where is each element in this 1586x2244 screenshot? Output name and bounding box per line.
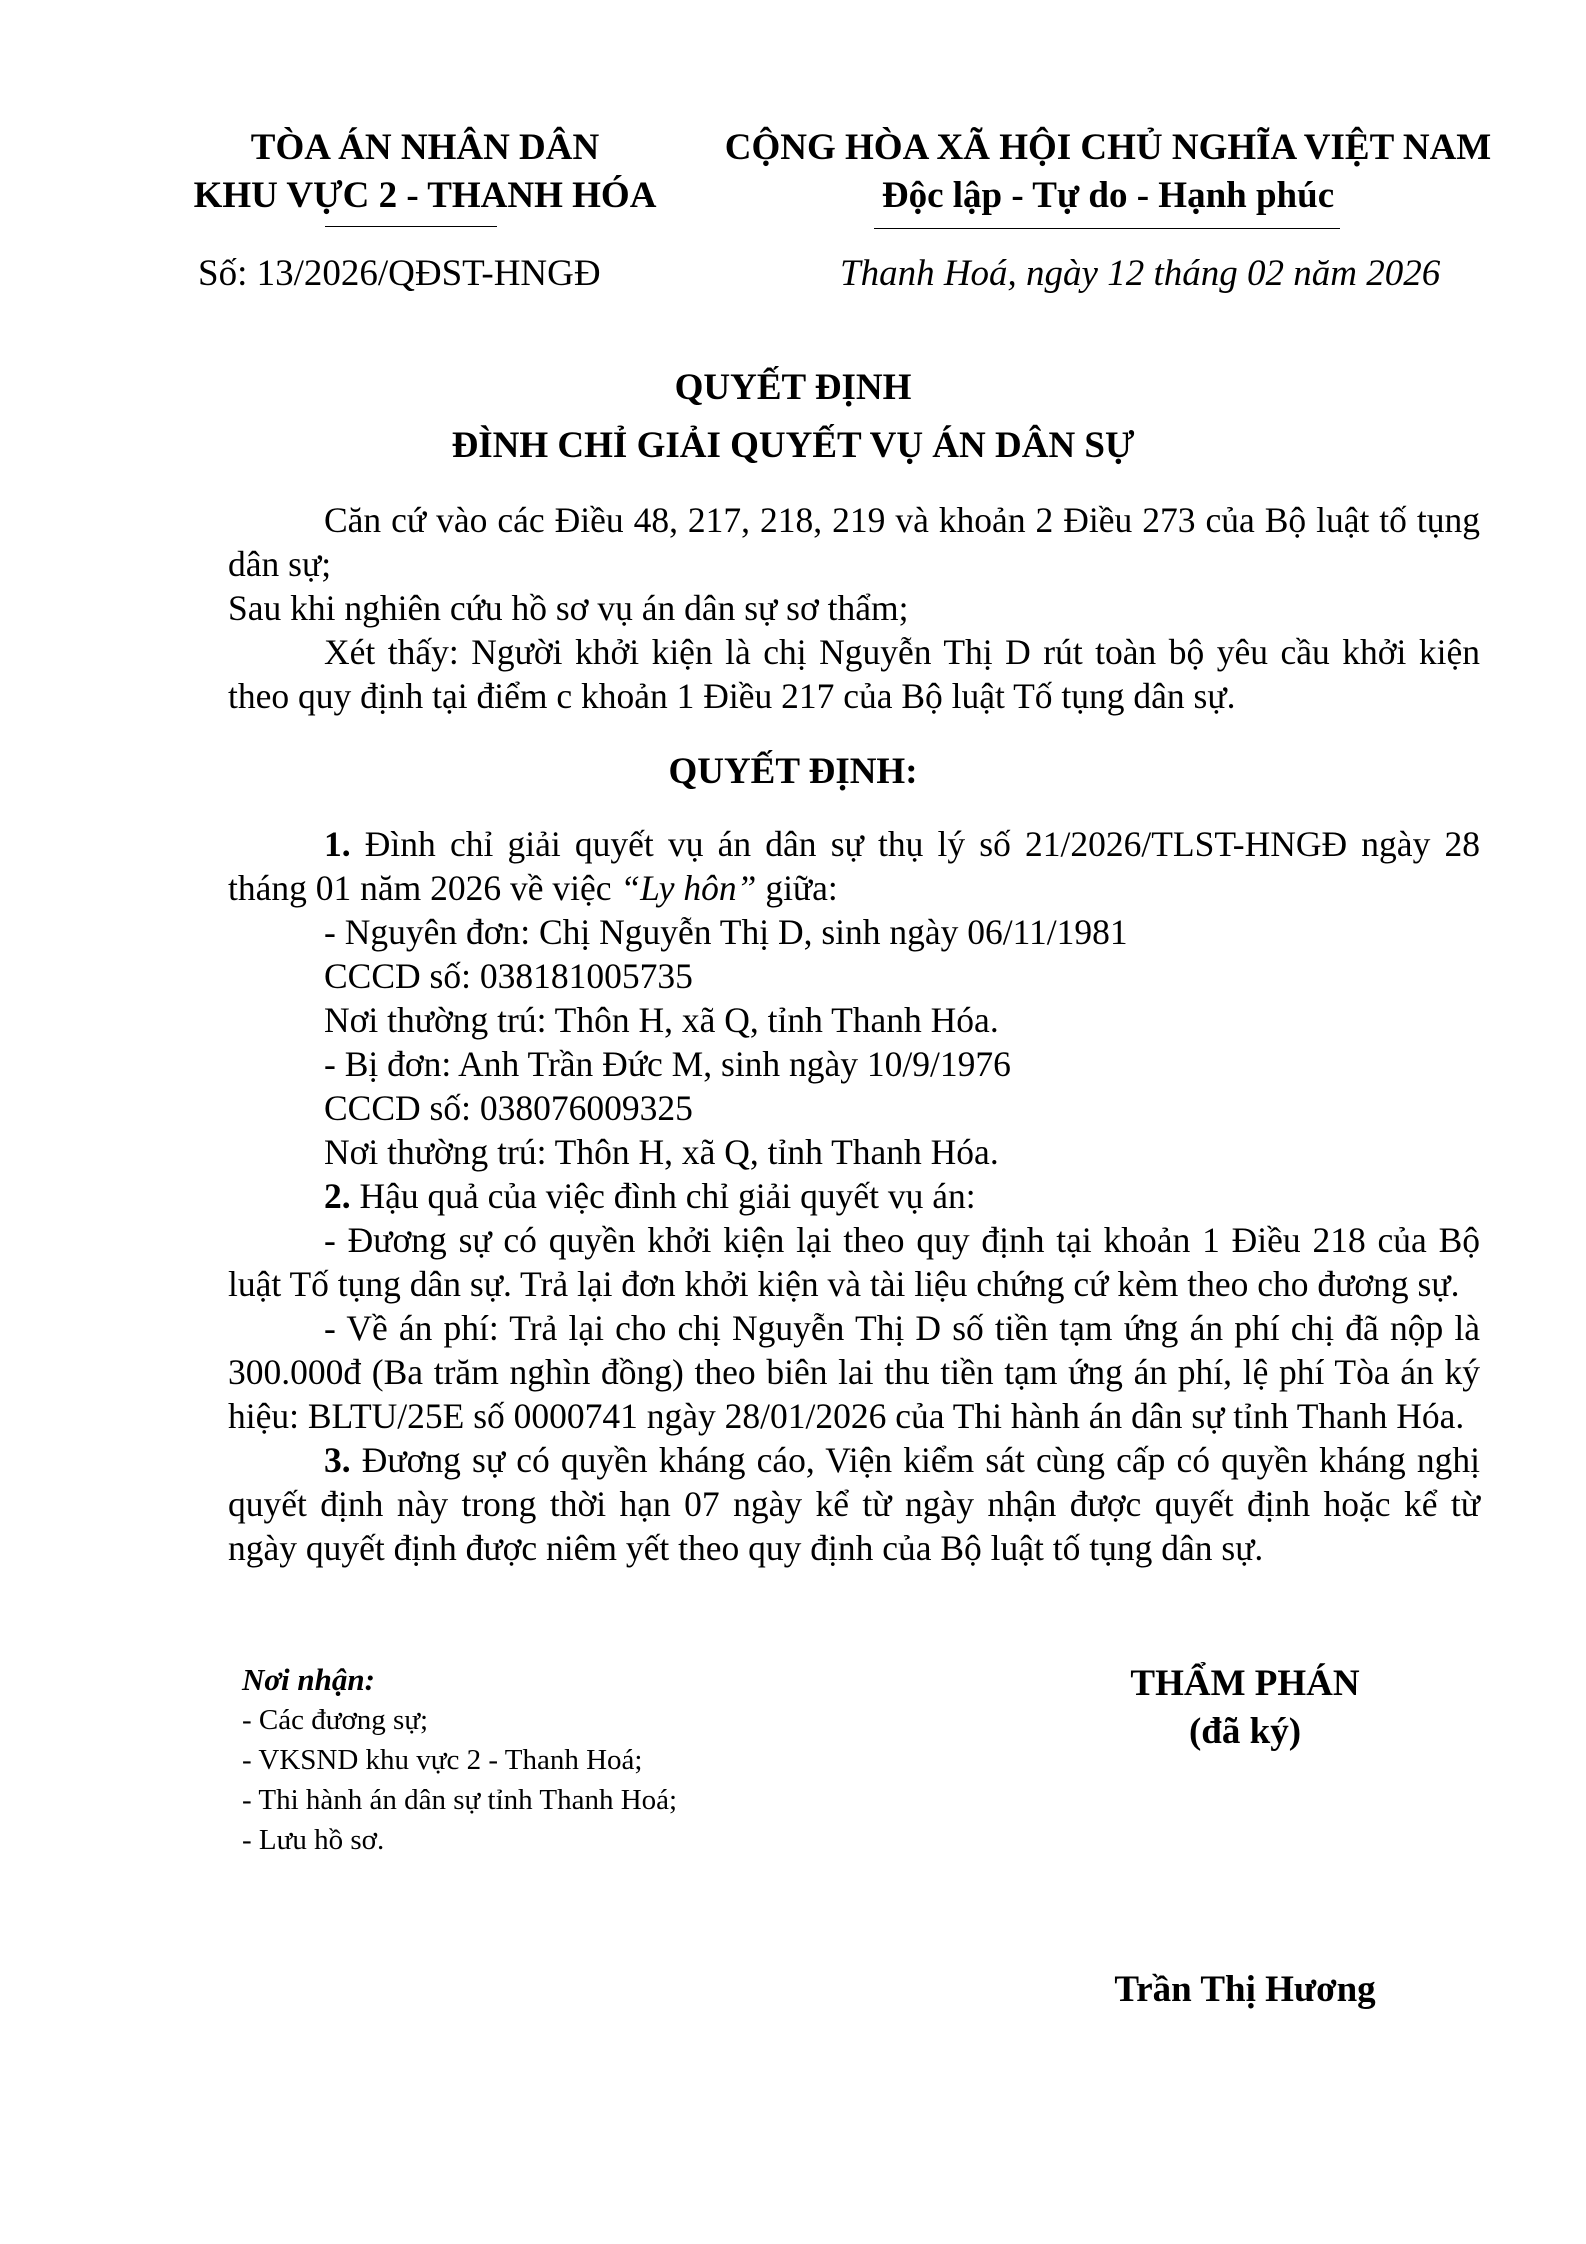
recipient-item: - VKSND khu vực 2 - Thanh Hoá; xyxy=(242,1744,643,1776)
document-title: QUYẾT ĐỊNH xyxy=(674,367,912,408)
preamble xyxy=(228,498,1480,718)
item-1-text-end: giữa: xyxy=(756,868,838,908)
plaintiff-address: Nơi thường trú: Thôn H, xã Q, tỉnh Thanh Hóa. xyxy=(324,1000,999,1040)
document-subtitle: ĐÌNH CHỈ GIẢI QUYẾT VỤ ÁN DÂN SỰ xyxy=(451,425,1135,466)
item-1 xyxy=(228,822,1480,910)
signer-name: Trần Thị Hương xyxy=(1114,1969,1376,2010)
item-2-number: 2. xyxy=(324,1176,351,1216)
plaintiff-info: - Nguyên đơn: Chị Nguyễn Thị D, sinh ngày 06/11/1981 xyxy=(324,912,1128,952)
defendant-address: Nơi thường trú: Thôn H, xã Q, tỉnh Thanh Hóa. xyxy=(324,1132,999,1172)
court-underline xyxy=(325,226,497,227)
item-2-right-to-resue: - Đương sự có quyền khởi kiện lại theo quy định tại khoản 1 Điều 218 của Bộ luật Tố tụng dân sự. Trả lại đơn khởi kiện và tài liệu chứng cứ kèm theo cho đương sự. xyxy=(228,1220,1480,1304)
national-motto: Độc lập - Tự do - Hạnh phúc xyxy=(881,175,1335,216)
court-name-block xyxy=(150,124,700,220)
item-1-number: 1. xyxy=(324,824,351,864)
finding: Xét thấy: Người khởi kiện là chị Nguyễn Thị D rút toàn bộ yêu cầu khởi kiện theo quy định tại điểm c khoản 1 Điều 217 của Bộ luật Tố tụng dân sự. xyxy=(228,632,1480,716)
plaintiff-id: CCCD số: 038181005735 xyxy=(324,956,693,996)
national-motto-block xyxy=(698,124,1518,220)
place-date: Thanh Hoá, ngày 12 tháng 02 năm 2026 xyxy=(840,253,1441,294)
item-2 xyxy=(228,1174,1480,1218)
item-3-text: Đương sự có quyền kháng cáo, Viện kiểm sát cùng cấp có quyền kháng nghị quyết định này trong thời hạn 07 ngày kể từ ngày nhận được quyết định hoặc kể từ ngày quyết định được niêm yết theo quy định của Bộ luật tố tụng dân sự. xyxy=(228,1440,1480,1568)
item-1-text: Đình chỉ giải quyết vụ án dân sự thụ lý số 21/2026/TLST-HNGĐ ngày 28 tháng 01 năm 2026 về việc xyxy=(228,824,1480,908)
item-3-number: 3. xyxy=(324,1440,351,1480)
signature-status: (đã ký) xyxy=(1188,1711,1302,1752)
recipients-block xyxy=(242,1660,677,1860)
country-name: CỘNG HÒA XÃ HỘI CHỦ NGHĨA VIỆT NAM xyxy=(724,127,1492,168)
item-2-court-fee: - Về án phí: Trả lại cho chị Nguyễn Thị D số tiền tạm ứng án phí chị đã nộp là 300.000đ (Ba trăm nghìn đồng) theo biên lai thu tiền tạm ứng án phí, lệ phí Tòa án ký hiệu: BLTU/25E số 0000741 ngày 28/01/2026 của Thi hành án dân sự tỉnh Thanh Hóa. xyxy=(228,1308,1480,1436)
defendant-id: CCCD số: 038076009325 xyxy=(324,1088,693,1128)
defendant-info: - Bị đơn: Anh Trần Đức M, sinh ngày 10/9/1976 xyxy=(324,1044,1011,1084)
case-type: “Ly hôn” xyxy=(620,868,757,908)
recipient-item: - Thi hành án dân sự tỉnh Thanh Hoá; xyxy=(242,1784,678,1816)
court-name-line2: KHU VỰC 2 - THANH HÓA xyxy=(193,175,657,216)
case-review-note: Sau khi nghiên cứu hồ sơ vụ án dân sự sơ thẩm; xyxy=(228,588,909,628)
court-name-line1: TÒA ÁN NHÂN DÂN xyxy=(250,127,600,168)
motto-underline xyxy=(874,228,1340,229)
recipients-title: Nơi nhận: xyxy=(242,1662,375,1697)
signer-role: THẨM PHÁN xyxy=(1130,1663,1360,1704)
item-2-text: Hậu quả của việc đình chỉ giải quyết vụ án: xyxy=(350,1176,976,1216)
recipient-item: - Các đương sự; xyxy=(242,1704,429,1736)
decision-heading: QUYẾT ĐỊNH: xyxy=(668,751,918,792)
decision-body xyxy=(228,822,1480,1570)
legal-basis: Căn cứ vào các Điều 48, 217, 218, 219 và khoản 2 Điều 273 của Bộ luật tố tụng dân sự; xyxy=(228,500,1480,584)
document-number: Số: 13/2026/QĐST-HNGĐ xyxy=(198,253,601,294)
item-3 xyxy=(228,1438,1480,1570)
recipient-item: - Lưu hồ sơ. xyxy=(242,1824,385,1856)
